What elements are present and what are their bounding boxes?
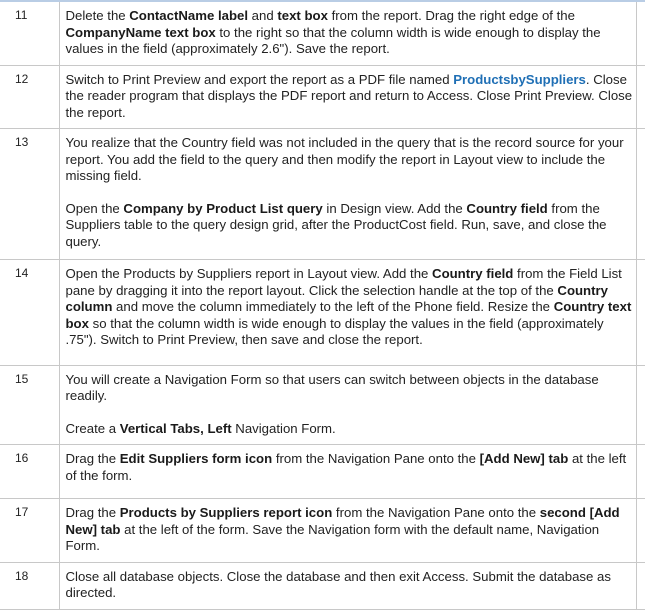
- bold-term: CompanyName text box: [65, 24, 216, 40]
- instruction-text: in Design view. Add the: [322, 200, 467, 216]
- instruction-text: and: [248, 8, 278, 23]
- table-edge-cell: [636, 65, 645, 129]
- instruction-text: You will create a Navigation Form so that users can switch between objects in the database readily.: [65, 371, 599, 403]
- instruction-text: Switch to Print Preview and export the report as a PDF file named: [65, 71, 454, 87]
- instruction-paragraph: [66, 372, 634, 405]
- step-row: [0, 499, 645, 563]
- step-row: [0, 260, 645, 366]
- bold-term: Country text box: [65, 299, 632, 331]
- instruction-paragraph: [66, 135, 634, 185]
- instruction-text: so that the column width is wide enough to display the values in the field (approximately .75"). Switch to Print Preview, then save and close the report.: [65, 315, 604, 347]
- instruction-text: at the left of the form.: [65, 451, 627, 483]
- instruction-paragraph: [66, 451, 634, 484]
- bold-term: [Add New] tab: [479, 451, 569, 466]
- step-row: [0, 65, 645, 129]
- table-edge-cell: [636, 365, 645, 445]
- file-name-link: ProductsbySuppliers: [453, 71, 586, 87]
- table-edge-cell: [636, 1, 645, 65]
- bold-term: Products by Suppliers report icon: [119, 505, 333, 520]
- bold-term: Country field: [466, 200, 548, 216]
- instruction-text: from the Navigation Pane onto the: [272, 451, 480, 466]
- instruction-text: to the right so that the column width is wide enough to display the values in the field (approximately 2.6"). Save the report.: [65, 24, 601, 56]
- table-edge-cell: [636, 445, 645, 499]
- step-number: 14: [0, 260, 59, 366]
- instruction-text: You realize that the Country field was not included in the query that is the record source for your report. You add the field to the query and then modify the report in Layout view to include the missing field.: [65, 135, 624, 183]
- step-number: 13: [0, 129, 59, 260]
- bold-term: Vertical Tabs, Left: [119, 420, 232, 436]
- instruction-text: Navigation Form.: [231, 420, 336, 436]
- instruction-text: from the report. Drag the right edge of the: [327, 8, 575, 23]
- instruction-text: from the Navigation Pane onto the: [332, 505, 540, 520]
- instruction-paragraph: [66, 421, 634, 438]
- step-instructions: [59, 65, 636, 129]
- step-instructions: [59, 445, 636, 499]
- step-number: 15: [0, 365, 59, 445]
- table-edge-cell: [636, 499, 645, 563]
- instruction-text: from the Field List pane by dragging it into the report layout. Click the selection handle at the top of the: [65, 266, 622, 298]
- bold-term: Country column: [65, 282, 608, 314]
- step-number: 17: [0, 499, 59, 563]
- step-row: [0, 1, 645, 65]
- step-instructions: [59, 365, 636, 445]
- bold-term: Company by Product List query: [123, 200, 323, 216]
- bold-term: Country field: [432, 266, 514, 281]
- step-number: 11: [0, 1, 59, 65]
- step-instructions: [59, 562, 636, 609]
- step-row: [0, 365, 645, 445]
- instruction-paragraph: [66, 266, 634, 349]
- instruction-text: . Close the reader program that displays the PDF report and return to Access. Close Print Preview. Close the report.: [65, 71, 633, 120]
- table-edge-cell: [636, 562, 645, 609]
- step-row: [0, 445, 645, 499]
- bold-term: ContactName label: [129, 8, 249, 23]
- instruction-paragraph: [66, 505, 634, 555]
- step-instructions: [59, 129, 636, 260]
- step-instructions: [59, 499, 636, 563]
- step-row: [0, 562, 645, 609]
- instruction-text: Delete the: [65, 8, 130, 23]
- instruction-paragraph: [66, 72, 634, 122]
- instruction-paragraph: [66, 8, 634, 58]
- step-row: [0, 129, 645, 260]
- step-number: 18: [0, 562, 59, 609]
- instruction-text: Drag the: [65, 505, 120, 520]
- instruction-paragraph: [66, 201, 634, 251]
- step-number: 12: [0, 65, 59, 129]
- instruction-text: and move the column immediately to the left of the Phone field. Resize the: [112, 299, 554, 314]
- instruction-text: Open the Products by Suppliers report in Layout view. Add the: [65, 266, 433, 281]
- instruction-text: Create a: [65, 420, 120, 436]
- bold-term: text box: [277, 8, 328, 23]
- table-edge-cell: [636, 129, 645, 260]
- instruction-text: Close all database objects. Close the database and then exit Access. Submit the database as directed.: [65, 568, 611, 600]
- step-instructions: [59, 1, 636, 65]
- step-number: 16: [0, 445, 59, 499]
- bold-term: Edit Suppliers form icon: [119, 451, 273, 466]
- instruction-text: Drag the: [65, 451, 120, 466]
- bold-term: second [Add New] tab: [65, 505, 620, 537]
- steps-body: [0, 1, 645, 609]
- step-instructions: [59, 260, 636, 366]
- table-edge-cell: [636, 260, 645, 366]
- instruction-text: at the left of the form. Save the Navigation form with the default name, Navigation Form.: [65, 521, 600, 553]
- instruction-text: Open the: [65, 200, 124, 216]
- instruction-text: from the Suppliers table to the query design grid, after the ProductCost field. Run, save, and close the query.: [65, 200, 607, 249]
- instruction-paragraph: [66, 569, 634, 602]
